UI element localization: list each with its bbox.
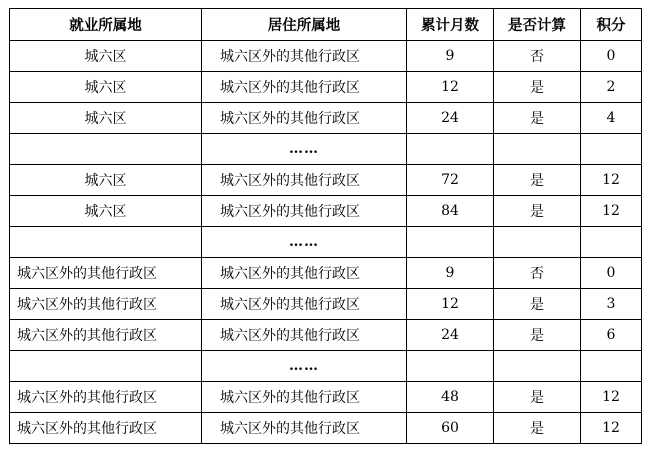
ellipsis-cell: …… bbox=[202, 134, 407, 165]
header-cumulative-months: 累计月数 bbox=[407, 9, 494, 41]
cell-points: 4 bbox=[581, 103, 642, 134]
table-body bbox=[10, 41, 642, 444]
cell-is-counted bbox=[494, 351, 581, 382]
cell-work-location: 城六区外的其他行政区 bbox=[10, 413, 202, 444]
ellipsis-row bbox=[10, 227, 642, 258]
cell-cumulative-months: 9 bbox=[407, 41, 494, 72]
cell-points: 12 bbox=[581, 165, 642, 196]
cell-points bbox=[581, 227, 642, 258]
cell-is-counted: 是 bbox=[494, 382, 581, 413]
cell-cumulative-months: 24 bbox=[407, 103, 494, 134]
cell-work-location bbox=[10, 134, 202, 165]
cell-cumulative-months: 72 bbox=[407, 165, 494, 196]
cell-points: 6 bbox=[581, 320, 642, 351]
table-row bbox=[10, 413, 642, 444]
cell-residence-location: 城六区外的其他行政区 bbox=[202, 165, 407, 196]
cell-points: 12 bbox=[581, 413, 642, 444]
cell-cumulative-months: 12 bbox=[407, 289, 494, 320]
table-row bbox=[10, 72, 642, 103]
cell-work-location: 城六区 bbox=[10, 196, 202, 227]
cell-residence-location: 城六区外的其他行政区 bbox=[202, 258, 407, 289]
points-table bbox=[9, 8, 642, 444]
cell-points: 12 bbox=[581, 196, 642, 227]
cell-is-counted: 是 bbox=[494, 165, 581, 196]
cell-is-counted bbox=[494, 227, 581, 258]
cell-cumulative-months bbox=[407, 134, 494, 165]
header-is-counted: 是否计算 bbox=[494, 9, 581, 41]
cell-work-location: 城六区外的其他行政区 bbox=[10, 382, 202, 413]
cell-is-counted bbox=[494, 134, 581, 165]
cell-points: 12 bbox=[581, 382, 642, 413]
cell-points: 2 bbox=[581, 72, 642, 103]
cell-work-location: 城六区 bbox=[10, 165, 202, 196]
cell-residence-location: 城六区外的其他行政区 bbox=[202, 320, 407, 351]
cell-is-counted: 否 bbox=[494, 258, 581, 289]
cell-is-counted: 是 bbox=[494, 103, 581, 134]
table-row bbox=[10, 382, 642, 413]
cell-cumulative-months: 9 bbox=[407, 258, 494, 289]
ellipsis-cell: …… bbox=[202, 227, 407, 258]
cell-work-location: 城六区 bbox=[10, 103, 202, 134]
header-points: 积分 bbox=[581, 9, 642, 41]
table-row bbox=[10, 103, 642, 134]
cell-residence-location: 城六区外的其他行政区 bbox=[202, 103, 407, 134]
cell-is-counted: 是 bbox=[494, 72, 581, 103]
cell-residence-location: 城六区外的其他行政区 bbox=[202, 196, 407, 227]
cell-is-counted: 是 bbox=[494, 289, 581, 320]
cell-work-location bbox=[10, 351, 202, 382]
header-row bbox=[10, 9, 642, 41]
header-work-location: 就业所属地 bbox=[10, 9, 202, 41]
cell-cumulative-months bbox=[407, 227, 494, 258]
table-row bbox=[10, 41, 642, 72]
header-residence-location: 居住所属地 bbox=[202, 9, 407, 41]
ellipsis-cell: …… bbox=[202, 351, 407, 382]
cell-points: 3 bbox=[581, 289, 642, 320]
table-row bbox=[10, 289, 642, 320]
table-header bbox=[10, 9, 642, 41]
cell-is-counted: 是 bbox=[494, 320, 581, 351]
cell-is-counted: 否 bbox=[494, 41, 581, 72]
points-table-container bbox=[9, 8, 641, 444]
cell-work-location: 城六区 bbox=[10, 41, 202, 72]
cell-is-counted: 是 bbox=[494, 413, 581, 444]
table-row bbox=[10, 258, 642, 289]
cell-work-location: 城六区外的其他行政区 bbox=[10, 289, 202, 320]
table-row bbox=[10, 196, 642, 227]
cell-residence-location: 城六区外的其他行政区 bbox=[202, 72, 407, 103]
cell-work-location: 城六区 bbox=[10, 72, 202, 103]
cell-points bbox=[581, 134, 642, 165]
cell-cumulative-months: 84 bbox=[407, 196, 494, 227]
cell-residence-location: 城六区外的其他行政区 bbox=[202, 413, 407, 444]
cell-cumulative-months bbox=[407, 351, 494, 382]
cell-points: 0 bbox=[581, 41, 642, 72]
cell-cumulative-months: 24 bbox=[407, 320, 494, 351]
table-row bbox=[10, 320, 642, 351]
cell-cumulative-months: 60 bbox=[407, 413, 494, 444]
cell-work-location bbox=[10, 227, 202, 258]
cell-points bbox=[581, 351, 642, 382]
ellipsis-row bbox=[10, 351, 642, 382]
cell-points: 0 bbox=[581, 258, 642, 289]
ellipsis-row bbox=[10, 134, 642, 165]
cell-cumulative-months: 12 bbox=[407, 72, 494, 103]
cell-residence-location: 城六区外的其他行政区 bbox=[202, 289, 407, 320]
cell-work-location: 城六区外的其他行政区 bbox=[10, 320, 202, 351]
cell-work-location: 城六区外的其他行政区 bbox=[10, 258, 202, 289]
cell-cumulative-months: 48 bbox=[407, 382, 494, 413]
cell-is-counted: 是 bbox=[494, 196, 581, 227]
cell-residence-location: 城六区外的其他行政区 bbox=[202, 41, 407, 72]
cell-residence-location: 城六区外的其他行政区 bbox=[202, 382, 407, 413]
table-row bbox=[10, 165, 642, 196]
